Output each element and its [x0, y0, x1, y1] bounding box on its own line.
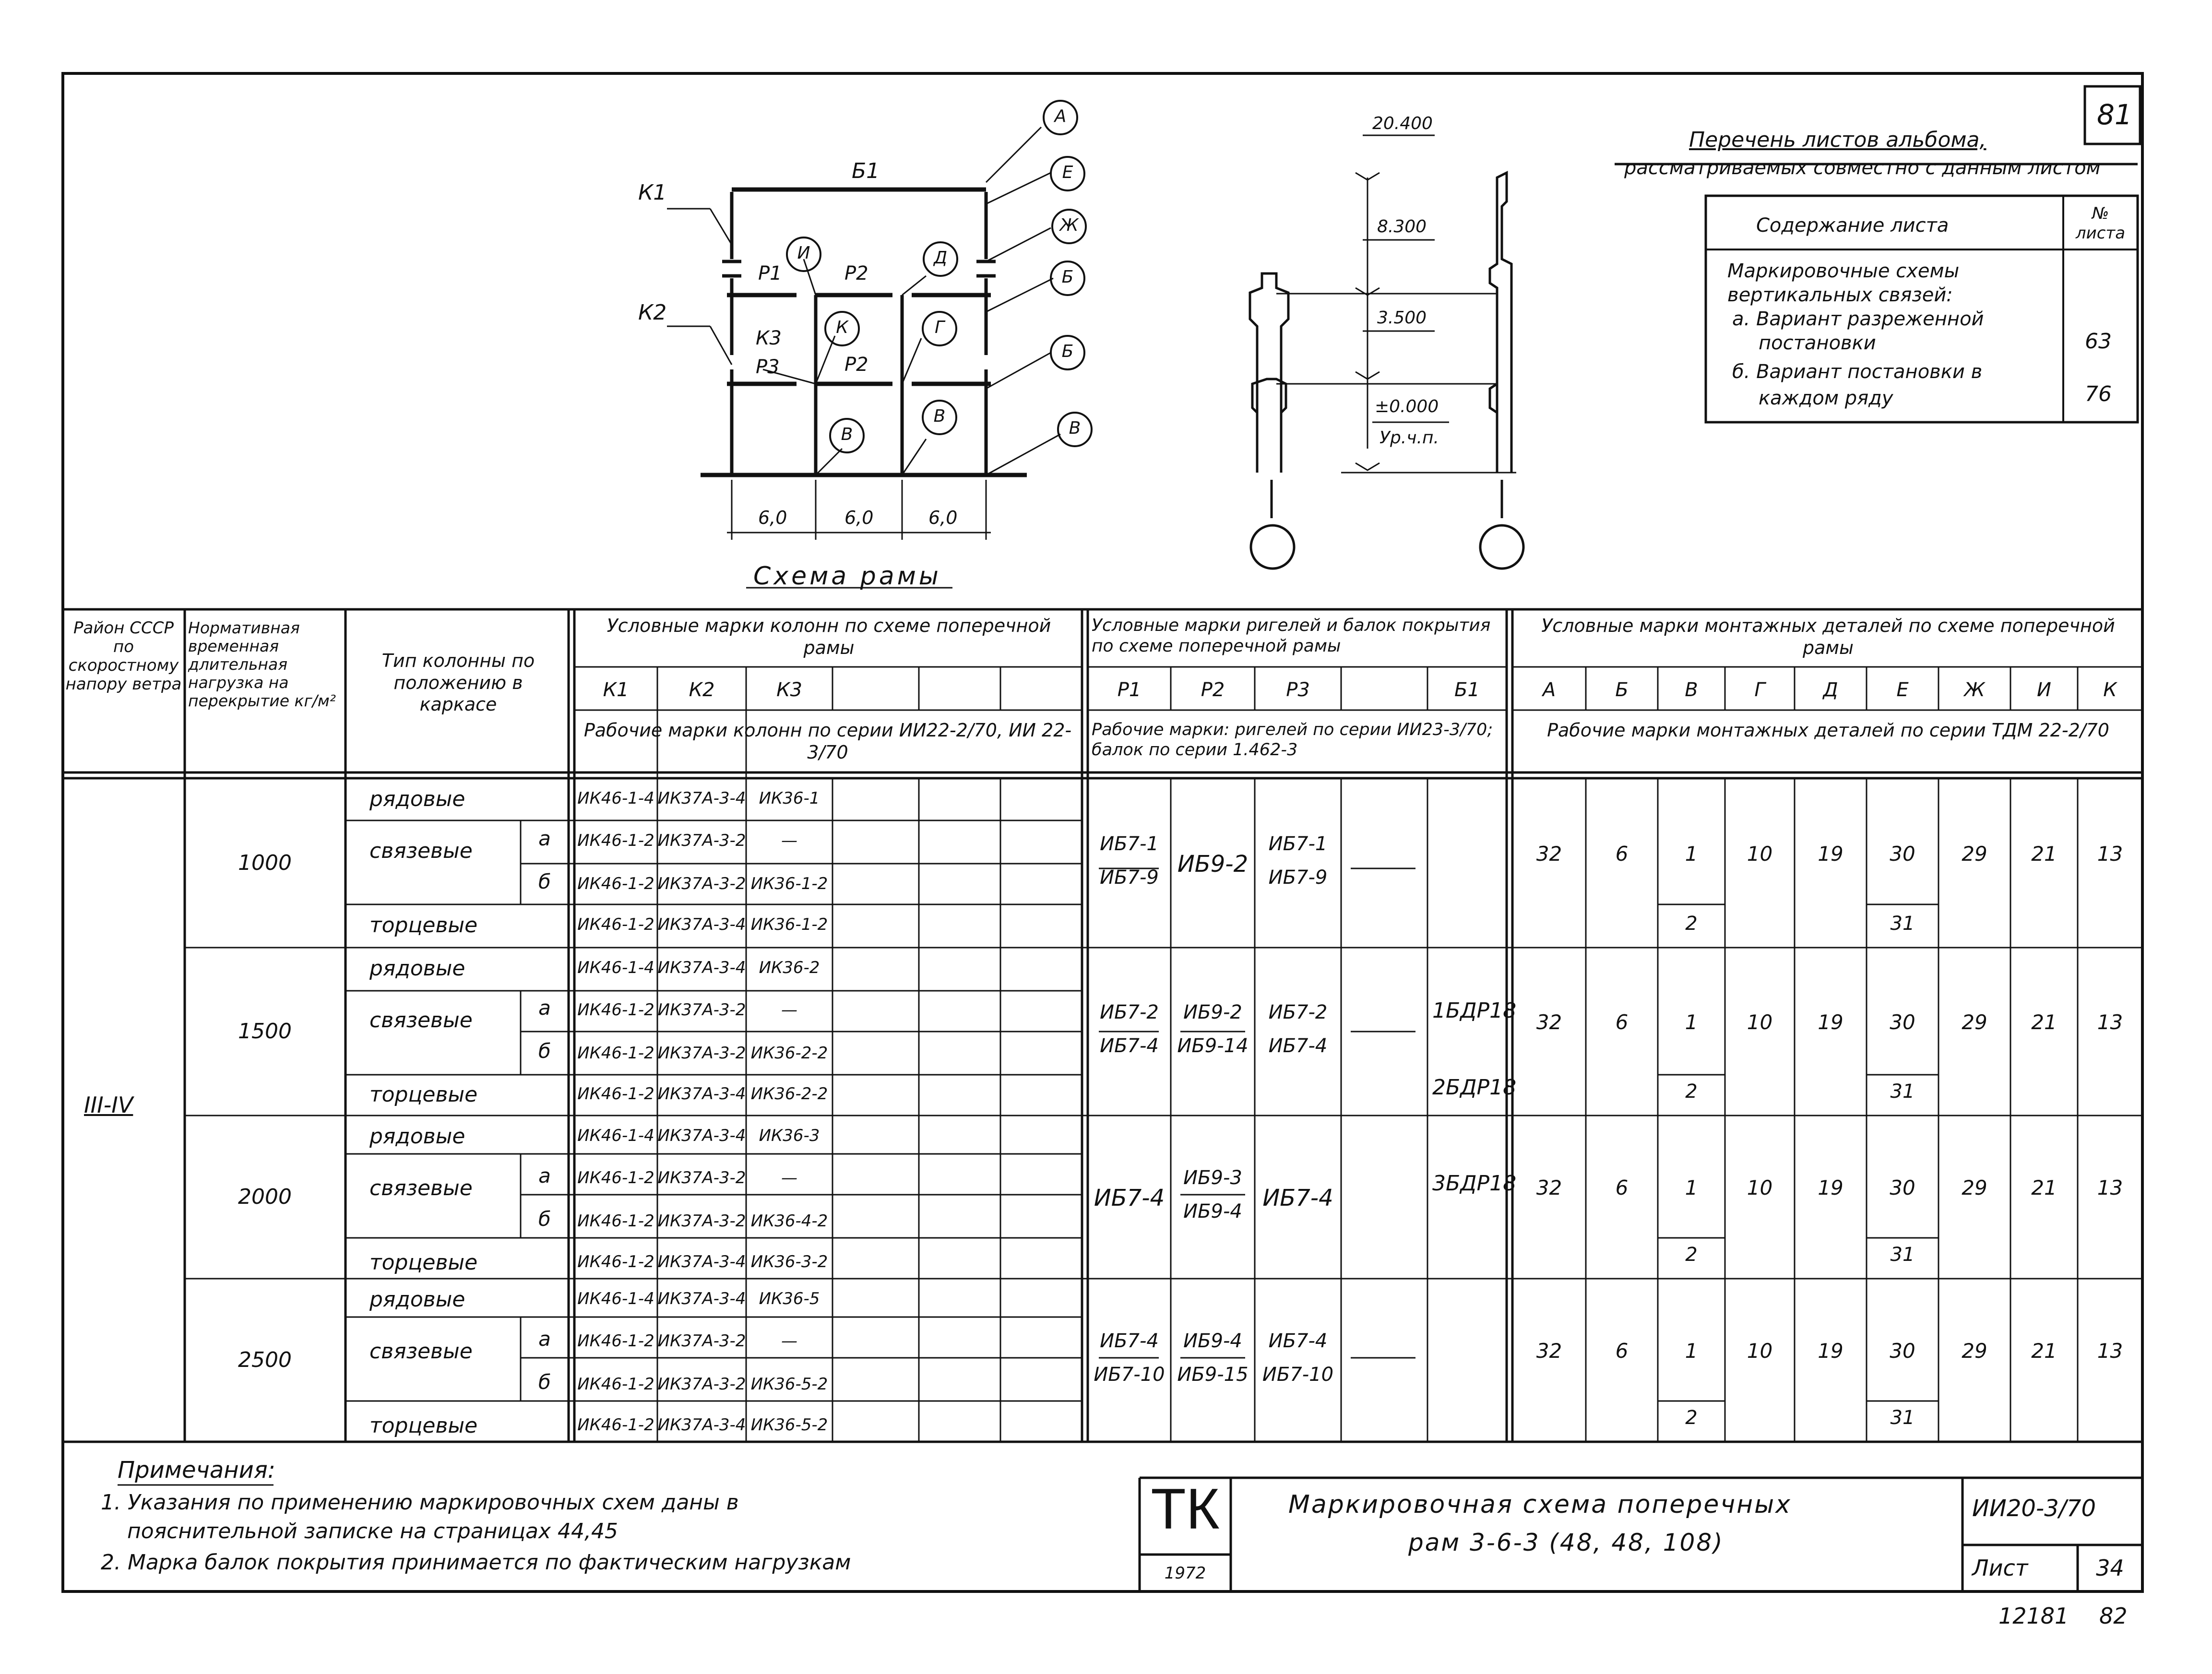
beam-mark-bottom: ИБ7-10	[1262, 1364, 1334, 1386]
beam-mark-top: ИБ9-2	[1183, 1001, 1242, 1023]
detail-value: 6	[1615, 842, 1629, 866]
load-value: 1000	[238, 850, 292, 875]
label-k1: К1	[638, 180, 667, 205]
type-end: торцевые	[369, 1082, 478, 1107]
type-row: рядовые	[369, 956, 465, 981]
column-mark-cell: ИК46-1-2	[577, 915, 654, 934]
type-end: торцевые	[369, 913, 478, 938]
column-mark-cell: ИК46-1-2	[577, 1252, 654, 1271]
detail-value: 29	[1962, 1010, 1987, 1034]
type-a: а	[538, 996, 551, 1020]
detail-value: 13	[2097, 1010, 2123, 1034]
column-mark-cell: ИК46-1-2	[577, 1415, 654, 1435]
header-p3: Р3	[1286, 679, 1310, 701]
type-b: б	[538, 1207, 551, 1231]
column-mark-cell: ИК36-1-2	[750, 874, 828, 893]
header-detail-marks: Условные марки монтажных деталей по схеме поперечной рамы	[1541, 615, 2115, 658]
type-b: б	[538, 1370, 551, 1394]
column-mark-cell: ИК46-1-2	[577, 1331, 654, 1351]
level-3500: 3.500	[1377, 308, 1427, 328]
column-mark-cell: ИК37А-3-2	[657, 831, 746, 850]
level-zero: ±0.000	[1375, 397, 1439, 416]
detail-extra-v: 2	[1685, 1407, 1698, 1429]
circle-k: К	[836, 318, 848, 337]
column-mark-cell: ИК37А-3-4	[657, 915, 746, 934]
column-mark-cell: ИК46-1-2	[577, 1084, 654, 1104]
column-mark-cell: ИК46-1-2	[577, 1168, 654, 1187]
column-mark-cell: ИК36-5	[759, 1289, 820, 1308]
label-p2-bottom: Р2	[844, 354, 868, 376]
column-mark-cell: ИК36-1	[759, 789, 820, 808]
column-mark-cell: ИК37А-3-4	[657, 789, 746, 808]
dim-1: 6,0	[758, 507, 787, 528]
stamp-sheet-no: 34	[2096, 1555, 2124, 1581]
beam-mark-bottom: ИБ7-4	[1100, 1035, 1159, 1057]
column-mark-cell: —	[781, 1168, 797, 1187]
header-p2: Р2	[1201, 679, 1225, 701]
note-1: 1. Указания по применению маркировочных схем даны в	[101, 1490, 739, 1515]
detail-value: 21	[2031, 1176, 2057, 1199]
type-b: б	[538, 1039, 551, 1063]
beam-mark-top: ИБ9-3	[1183, 1167, 1242, 1189]
label-k2: К2	[638, 300, 667, 325]
album-row-text-2: а. Вариант разреженной	[1732, 308, 1984, 330]
stamp-year: 1972	[1164, 1564, 1206, 1583]
header-d-v: В	[1685, 679, 1698, 701]
header-p1: Р1	[1117, 679, 1142, 701]
circle-a: А	[1054, 107, 1067, 126]
circle-v2: В	[841, 425, 853, 444]
header-region: Район СССР по скоростному напору ветра	[65, 618, 182, 694]
column-mark-cell: ИК46-1-2	[577, 874, 654, 893]
album-row-text-3: постановки	[1759, 332, 1876, 354]
column-mark-cell: ИК37А-3-2	[657, 1211, 746, 1231]
b1-mark-2: 2БДР18	[1432, 1075, 1517, 1100]
beam-mark-top: ИБ7-1	[1268, 832, 1328, 855]
column-mark-cell: ИК37А-3-2	[657, 1375, 746, 1394]
column-mark-cell: ИК46-1-4	[577, 1126, 654, 1145]
column-mark-cell: —	[781, 1000, 797, 1020]
detail-value: 10	[1747, 842, 1773, 866]
album-sheet-76: 76	[2085, 382, 2112, 406]
album-row-text-4: б. Вариант постановки в	[1732, 361, 1983, 383]
detail-value: 21	[2031, 1010, 2057, 1034]
label-p1: Р1	[758, 262, 782, 285]
header-d-k: К	[2103, 679, 2117, 701]
detail-value: 10	[1747, 1339, 1773, 1363]
header-d-b: Б	[1615, 679, 1629, 701]
detail-extra-e: 31	[1890, 1080, 1915, 1103]
stamp-logo: ТК	[1151, 1477, 1220, 1541]
beam-mark-top: ИБ7-1	[1100, 832, 1159, 855]
detail-extra-e: 31	[1890, 1244, 1915, 1266]
detail-value: 6	[1615, 1176, 1629, 1199]
load-value: 2000	[238, 1185, 292, 1209]
detail-extra-e: 31	[1890, 913, 1915, 935]
detail-extra-e: 31	[1890, 1407, 1915, 1429]
level-8300: 8.300	[1377, 217, 1427, 237]
album-sheet-63: 63	[2085, 329, 2112, 354]
top-sheet-number: 81	[2097, 98, 2132, 131]
circle-e: Е	[1062, 163, 1073, 182]
detail-value: 1	[1685, 1010, 1698, 1034]
type-a: а	[538, 1164, 551, 1187]
label-p2-top: Р2	[844, 262, 868, 285]
detail-value: 1	[1685, 1176, 1698, 1199]
column-mark-cell: ИК36-2-2	[750, 1084, 828, 1104]
column-mark-cell: ИК46-1-2	[577, 1211, 654, 1231]
column-mark-cell: ИК46-1-4	[577, 789, 654, 808]
header-d-e: Е	[1896, 679, 1909, 701]
detail-value: 32	[1536, 1176, 1562, 1199]
header-k1: К1	[603, 679, 629, 701]
beam-mark-top: ИБ7-4	[1268, 1330, 1328, 1352]
stamp-series: ИИ20-3/70	[1972, 1495, 2096, 1522]
detail-value: 21	[2031, 842, 2057, 866]
detail-value: 30	[1890, 1010, 1915, 1034]
b1-mark-1: 1БДР18	[1432, 998, 1517, 1023]
detail-value: 21	[2031, 1339, 2057, 1363]
type-a: а	[538, 1327, 551, 1351]
column-mark-cell: ИК37А-3-4	[657, 1084, 746, 1104]
header-d-g: Г	[1754, 679, 1765, 701]
beam-mark: ИБ7-4	[1262, 1185, 1333, 1211]
type-end: торцевые	[369, 1413, 478, 1438]
detail-value: 29	[1962, 1176, 1987, 1199]
column-mark-cell: ИК36-1-2	[750, 915, 828, 934]
column-mark-cell: ИК37А-3-2	[657, 874, 746, 893]
type-tie: связевые	[369, 1339, 473, 1364]
stamp-title-2: рам 3-6-3 (48, 48, 108)	[1408, 1529, 1724, 1556]
header-b1: Б1	[1454, 679, 1480, 701]
detail-value: 1	[1685, 1339, 1698, 1363]
column-mark-cell: ИК37А-3-2	[657, 1044, 746, 1063]
header-d-zh: Ж	[1964, 679, 1985, 701]
type-tie: связевые	[369, 839, 473, 863]
column-mark-cell: ИК36-5-2	[750, 1375, 828, 1394]
beam-mark-bottom: ИБ9-14	[1177, 1035, 1249, 1057]
detail-value: 30	[1890, 1339, 1915, 1363]
album-row-text-5: каждом ряду	[1759, 387, 1893, 409]
detail-extra-v: 2	[1685, 1244, 1698, 1266]
column-mark-cell: ИК36-5-2	[750, 1415, 828, 1435]
circle-v1: В	[1069, 418, 1081, 438]
type-row: рядовые	[369, 1287, 465, 1312]
detail-value: 32	[1536, 1010, 1562, 1034]
note-2: 2. Марка балок покрытия принимается по фактическим нагрузкам	[101, 1550, 851, 1575]
level-lines	[1276, 135, 1516, 473]
column-mark-cell: ИК37А-3-2	[657, 1000, 746, 1020]
dimension-circles	[787, 101, 1092, 452]
album-title-1: Перечень листов альбома,	[1689, 128, 1986, 152]
column-mark-cell: ИК36-2	[759, 958, 820, 977]
column-mark-cell: ИК37А-3-4	[657, 1415, 746, 1435]
beam-mark-bottom: ИБ7-10	[1094, 1364, 1165, 1386]
header-load: Нормативная временная длительная нагрузка на перекрытие кг/м²	[188, 618, 336, 710]
column-mark-cell: ИК46-1-4	[577, 958, 654, 977]
beam-mark-top: ИБ7-4	[1100, 1330, 1159, 1352]
column-mark-cell: —	[781, 1331, 797, 1351]
circle-b2: Б	[1061, 342, 1074, 361]
schema-caption: Схема рамы	[753, 562, 941, 591]
column-mark-cell: ИК46-1-4	[577, 1289, 654, 1308]
album-col-number: № листа	[2075, 204, 2126, 243]
label-b1: Б1	[852, 159, 880, 183]
detail-value: 29	[1962, 842, 1987, 866]
header-d-i: И	[2037, 679, 2051, 701]
header-col-marks: Условные марки колонн по схеме поперечной рамы	[607, 615, 1051, 658]
stamp-sheet-label: Лист	[1972, 1555, 2028, 1581]
type-end: торцевые	[369, 1250, 478, 1275]
label-k3: К3	[756, 327, 782, 349]
load-value: 2500	[238, 1348, 292, 1372]
type-row: рядовые	[369, 1124, 465, 1149]
beam-mark-bottom: ИБ7-9	[1268, 866, 1328, 889]
circle-v3: В	[933, 406, 946, 426]
type-a: а	[538, 827, 551, 850]
detail-value: 19	[1818, 842, 1843, 866]
detail-extra-v: 2	[1685, 1080, 1698, 1103]
column-mark-cell: ИК37А-3-2	[657, 1168, 746, 1187]
beam-mark-bottom: ИБ7-4	[1268, 1035, 1328, 1057]
beam-mark-bottom: ИБ9-4	[1183, 1200, 1242, 1223]
footer-page: 82	[2099, 1603, 2128, 1629]
beam-mark-top: ИБ7-2	[1100, 1001, 1159, 1023]
type-b: б	[538, 870, 551, 893]
detail-value: 30	[1890, 842, 1915, 866]
header-beam-marks: Условные марки ригелей и балок покрытия по схеме поперечной рамы	[1092, 616, 1491, 656]
header-detail-work: Рабочие марки монтажных деталей по серии ТДМ 22-2/70	[1547, 720, 2109, 741]
circle-d: Д	[933, 248, 948, 268]
detail-value: 19	[1818, 1010, 1843, 1034]
beam-mark: ИБ7-4	[1094, 1185, 1165, 1211]
header-d-a: А	[1542, 679, 1556, 701]
note-1-cont: пояснительной записке на страницах 44,45	[127, 1519, 618, 1543]
detail-value: 30	[1890, 1176, 1915, 1199]
album-col-content: Содержание листа	[1756, 214, 1949, 237]
column-mark-cell: ИК37А-3-4	[657, 958, 746, 977]
header-col-work: Рабочие марки колонн по серии ИИ22-2/70, ИИ 22-3/70	[583, 720, 1072, 763]
notes-title: Примечания:	[118, 1457, 275, 1484]
header-k3: К3	[776, 679, 802, 701]
detail-value: 13	[2097, 1176, 2123, 1199]
column-mark-cell: ИК46-1-2	[577, 1375, 654, 1394]
stamp-title-1: Маркировочная схема поперечных	[1288, 1490, 1792, 1519]
label-p3: Р3	[756, 356, 780, 378]
album-row-text-0: Маркировочные схемы	[1727, 260, 1960, 282]
type-tie: связевые	[369, 1008, 473, 1033]
detail-value: 19	[1818, 1339, 1843, 1363]
album-row-text-1: вертикальных связей:	[1727, 284, 1953, 306]
beam-mark-top: ИБ9-4	[1183, 1330, 1242, 1352]
detail-value: 10	[1747, 1010, 1773, 1034]
column-mark-cell: ИК36-3	[759, 1126, 820, 1145]
column-mark-cell: —	[781, 831, 797, 850]
type-tie: связевые	[369, 1176, 473, 1200]
beam-mark-top: ИБ7-2	[1268, 1001, 1328, 1023]
dim-3: 6,0	[928, 507, 958, 528]
column-mark-cell: ИК46-1-2	[577, 1000, 654, 1020]
detail-value: 32	[1536, 1339, 1562, 1363]
detail-value: 32	[1536, 842, 1562, 866]
region-value: III-IV	[84, 1092, 133, 1118]
footer-code: 12181	[1998, 1603, 2069, 1629]
load-value: 1500	[238, 1019, 292, 1044]
detail-value: 19	[1818, 1176, 1843, 1199]
level-floor: Ур.ч.п.	[1380, 428, 1439, 448]
column-mark-cell: ИК37А-3-4	[657, 1126, 746, 1145]
b1-mark-3: 3БДР18	[1432, 1171, 1517, 1196]
detail-value: 6	[1615, 1010, 1629, 1034]
beam-mark-bottom: ИБ7-9	[1100, 866, 1159, 889]
column-mark-cell: ИК36-2-2	[750, 1044, 828, 1063]
header-col-type: Тип колонны по положению в каркасе	[381, 650, 535, 715]
circle-b1: Б	[1061, 267, 1074, 287]
header-beam-work: Рабочие марки: ригелей по серии ИИ23-3/70; балок по серии 1.462-3	[1092, 720, 1493, 760]
column-mark-cell: ИК36-4-2	[750, 1211, 828, 1231]
column-mark-cell: ИК37А-3-2	[657, 1331, 746, 1351]
detail-value: 10	[1747, 1176, 1773, 1199]
beam-mark: ИБ9-2	[1177, 850, 1249, 878]
column-mark-cell: ИК37А-3-4	[657, 1289, 746, 1308]
album-title-2: рассматриваемых совместно с данным листом	[1624, 157, 2101, 179]
column-mark-cell: ИК37А-3-4	[657, 1252, 746, 1271]
column-mark-cell: ИК46-1-2	[577, 831, 654, 850]
circle-zh: Ж	[1059, 215, 1079, 235]
dim-2: 6,0	[844, 507, 874, 528]
level-20400: 20.400	[1372, 114, 1433, 133]
column-mark-cell: ИК36-3-2	[750, 1252, 828, 1271]
detail-value: 6	[1615, 1339, 1629, 1363]
detail-value: 29	[1962, 1339, 1987, 1363]
header-d-d: Д	[1823, 679, 1838, 701]
column-mark-cell: ИК46-1-2	[577, 1044, 654, 1063]
detail-value: 1	[1685, 842, 1698, 866]
detail-extra-v: 2	[1685, 913, 1698, 935]
detail-value: 13	[2097, 1339, 2123, 1363]
circle-i: И	[797, 243, 810, 263]
header-k2: К2	[689, 679, 715, 701]
row-lines	[185, 820, 2144, 1401]
beam-mark-bottom: ИБ9-15	[1177, 1364, 1249, 1386]
detail-value: 13	[2097, 842, 2123, 866]
circle-g: Г	[934, 318, 945, 337]
type-row: рядовые	[369, 787, 465, 811]
